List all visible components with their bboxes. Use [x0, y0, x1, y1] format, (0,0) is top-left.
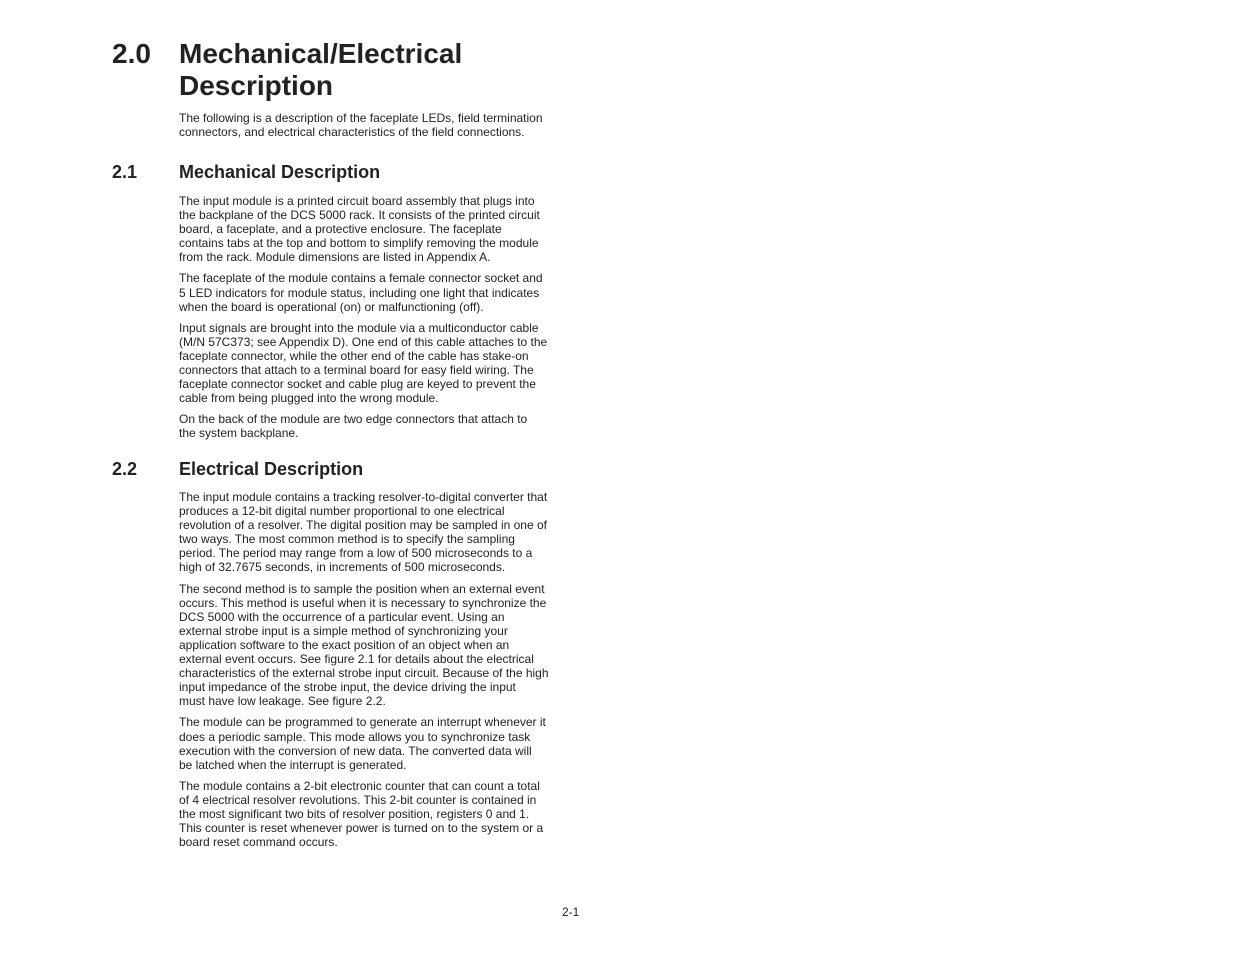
paragraph: The faceplate of the module contains a female connector socket and 5 LED indicators for module status, including one light that indicates when the board is operational (on) or malfunctioning (off).: [179, 271, 543, 314]
section-2-1-body: [179, 194, 569, 448]
section-2-2-body: [179, 490, 569, 856]
paragraph: The input module contains a tracking resolver-to-digital converter that produces a 12-bit digital number proportional to one electrical revolution of a resolver. The digital position may be sampled in one of two ways. The most common method is to specify the sampling period. The period may range from a low of 500 microseconds to a high of 32.7675 seconds, in increments of 500 microseconds.: [179, 490, 548, 575]
paragraph: The second method is to sample the position when an external event occurs. This method is useful when it is necessary to synchronize the DCS 5000 with the occurrence of a particular event. Using an external strobe input is a simple method of synchronizing your application software to the exact position of an object when an external event occurs. See figure 2.1 for details about the electrical characteristics of the external strobe input circuit. Because of the high input impedance of the strobe input, the device driving the input must have low leakage. See figure 2.2.: [179, 581, 549, 709]
paragraph: The module contains a 2-bit electronic counter that can count a total of 4 electrical resolver revolutions. This 2-bit counter is contained in the most significant two bits of resolver position, registers 0 and 1. This counter is reset whenever power is turned on to the system or a board reset command occurs.: [179, 778, 544, 850]
section-2-0-body: [179, 111, 569, 146]
paragraph: Input signals are brought into the module via a multiconductor cable (M/N 57C373; see Appendix D). One end of this cable attaches to the faceplate connector, while the other end of the cable has stake-on connectors that attach to a terminal board for easy field wiring. The faceplate connector socket and cable plug are keyed to prevent the cable from being plugged into the wrong module.: [179, 320, 548, 406]
paragraph: The input module is a printed circuit board assembly that plugs into the backplane of the DCS 5000 rack. It consists of the printed circuit board, a faceplate, and a protective enclosure. The faceplate contains tabs at the top and bottom to simplify removing the module from the rack. Module dimensions are listed in Appendix A.: [179, 194, 540, 265]
paragraph: The module can be programmed to generate an interrupt whenever it does a periodic sample. This mode allows you to synchronize task execution with the conversion of new data. The converted data will be latched when the interrupt is generated.: [179, 715, 546, 772]
section-2-0-title: Mechanical/Electrical Description: [179, 38, 463, 101]
section-2-1-title: Mechanical Description: [179, 162, 381, 182]
section-2-2-title: Electrical Description: [179, 459, 364, 479]
paragraph: On the back of the module are two edge connectors that attach to the system backplane.: [179, 412, 528, 441]
section-2-1-number: 2.1: [112, 162, 138, 182]
section-2-2-number: 2.2: [112, 459, 138, 479]
section-2-0-number: 2.0: [112, 38, 151, 69]
paragraph: The following is a description of the faceplate LEDs, field termination connectors, and electrical characteristics of the field connections.: [179, 111, 543, 140]
page-number: 2-1: [562, 905, 580, 919]
